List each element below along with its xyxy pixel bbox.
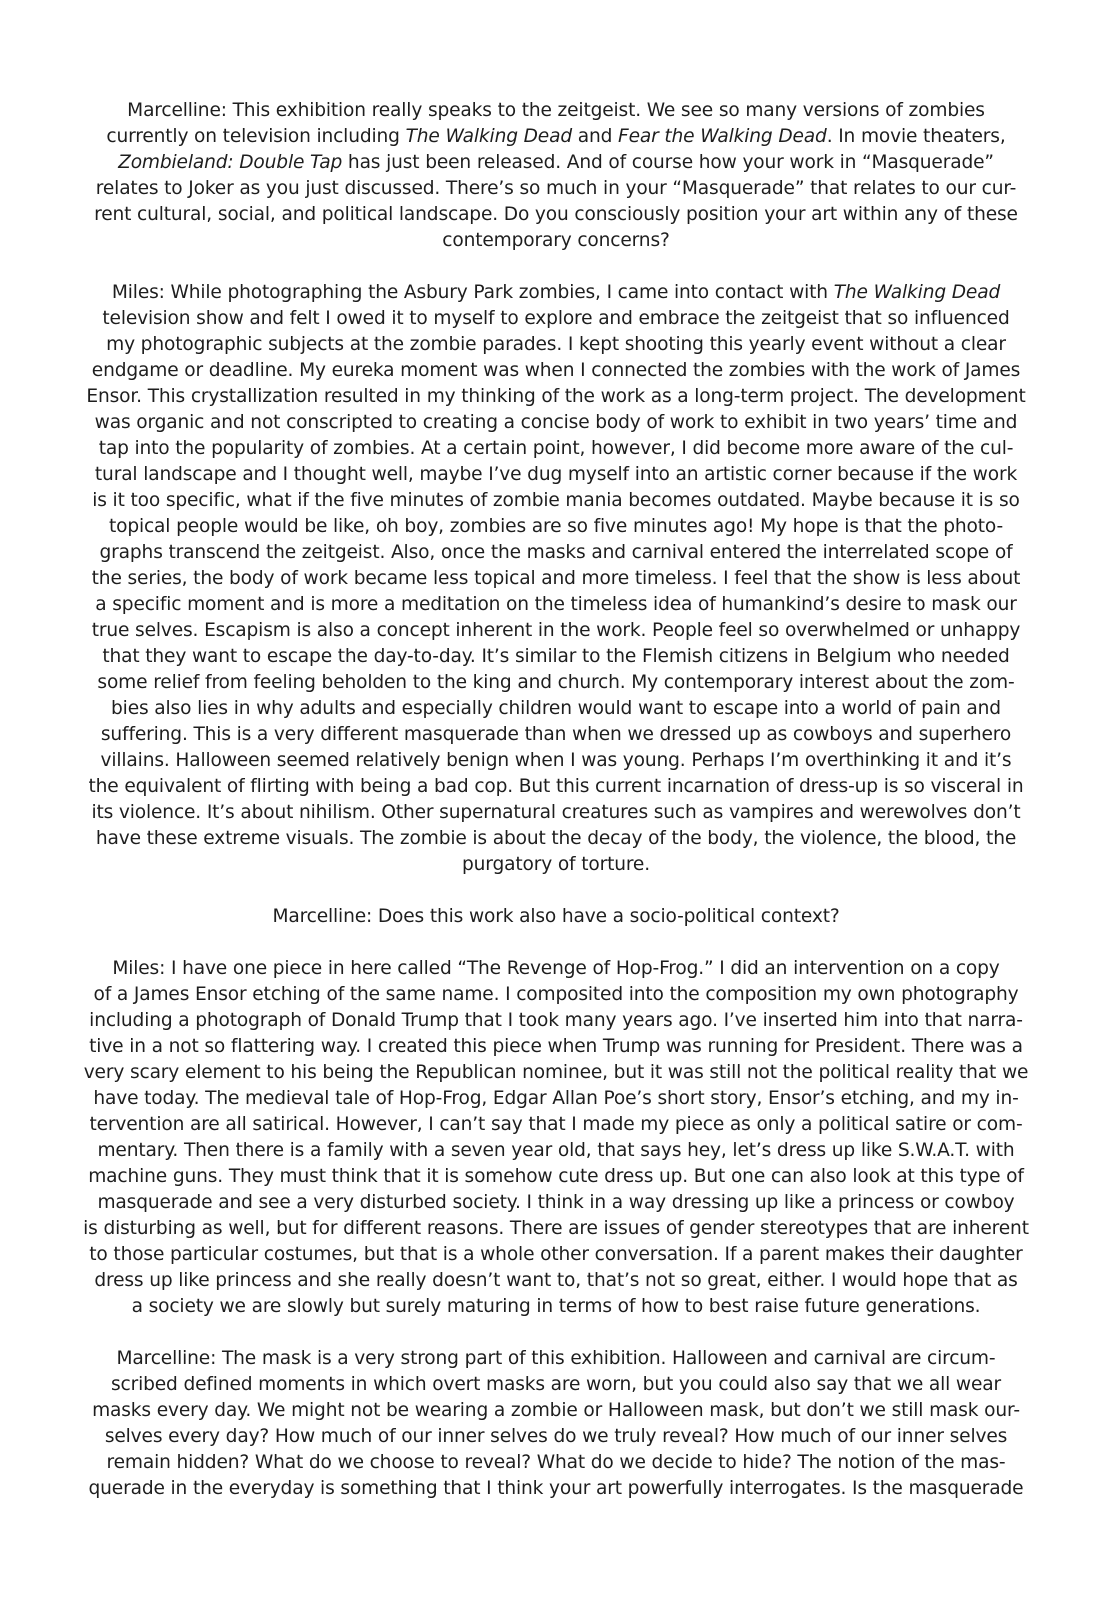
text-run: a society we are slowly but surely maturing in terms of how to best raise future generations. bbox=[131, 1296, 981, 1317]
text-run: Miles: I have one piece in here called “The Revenge of Hop-Frog.” I did an intervention on a copy bbox=[112, 958, 1000, 979]
text-run: contemporary concerns? bbox=[442, 230, 670, 251]
text-line bbox=[72, 904, 1040, 930]
text-line bbox=[72, 150, 1040, 176]
text-line bbox=[72, 618, 1040, 644]
text-run: was organic and not conscripted to creating a concise body of work to exhibit in two years’ time and bbox=[94, 412, 1018, 433]
paragraph-marcelline-mask bbox=[72, 1346, 1040, 1502]
text-line bbox=[72, 566, 1040, 592]
text-run: its violence. It’s about nihilism. Other supernatural creatures such as vampires and werewolves don’t bbox=[91, 802, 1021, 823]
text-run: mentary. Then there is a family with a seven year old, that says hey, let’s dress up like S.W.A.T. with bbox=[97, 1140, 1015, 1161]
text-line bbox=[72, 228, 1040, 254]
italic-title: Fear the Walking Dead bbox=[618, 126, 827, 147]
text-line bbox=[72, 332, 1040, 358]
text-run: purgatory of torture. bbox=[462, 854, 650, 875]
text-run: relates to Joker as you just discussed. There’s so much in your “Masquerade” that relates to our cur- bbox=[95, 178, 1017, 199]
text-run: television show and felt I owed it to myself to explore and embrace the zeitgeist that so influenced bbox=[102, 308, 1010, 329]
text-line bbox=[72, 280, 1040, 306]
text-line bbox=[72, 410, 1040, 436]
text-run: selves every day? How much of our inner selves do we truly reveal? How much of our inner selves bbox=[104, 1426, 1008, 1447]
text-line bbox=[72, 1294, 1040, 1320]
text-line bbox=[72, 1398, 1040, 1424]
text-run: and bbox=[571, 126, 619, 147]
text-run: Marcelline: This exhibition really speaks to the zeitgeist. We see so many versions of zombies bbox=[127, 100, 985, 121]
text-line bbox=[72, 644, 1040, 670]
text-run: Marcelline: The mask is a very strong part of this exhibition. Halloween and carnival are circum- bbox=[116, 1348, 996, 1369]
text-line bbox=[72, 826, 1040, 852]
text-run: villains. Halloween seemed relatively benign when I was young. Perhaps I’m overthinking it and it’s bbox=[100, 750, 1012, 771]
text-run: suffering. This is a very different masquerade than when we dressed up as cowboys and superhero bbox=[100, 724, 1012, 745]
text-run: including a photograph of Donald Trump that I took many years ago. I’ve inserted him into that narra- bbox=[89, 1010, 1023, 1031]
text-line bbox=[72, 696, 1040, 722]
text-run: remain hidden? What do we choose to reveal? What do we decide to hide? The notion of the mas- bbox=[106, 1452, 1006, 1473]
text-line bbox=[72, 462, 1040, 488]
text-line bbox=[72, 1086, 1040, 1112]
paragraph-marcelline-zeitgeist bbox=[72, 98, 1040, 254]
text-run: true selves. Escapism is also a concept inherent in the work. People feel so overwhelmed or unhappy bbox=[91, 620, 1021, 641]
text-line bbox=[72, 306, 1040, 332]
text-line bbox=[72, 202, 1040, 228]
text-line bbox=[72, 1164, 1040, 1190]
text-line bbox=[72, 1138, 1040, 1164]
italic-title: The Walking Dead bbox=[405, 126, 572, 147]
text-run: of a James Ensor etching of the same name. I composited into the composition my own photography bbox=[93, 984, 1019, 1005]
text-run: . In movie theaters, bbox=[826, 126, 1006, 147]
text-line bbox=[72, 956, 1040, 982]
paragraph-marcelline-socio-political bbox=[72, 904, 1040, 930]
text-line bbox=[72, 98, 1040, 124]
text-run: has just been released. And of course how your work in “Masquerade” bbox=[342, 152, 994, 173]
text-line bbox=[72, 800, 1040, 826]
text-run: querade in the everyday is something that I think your art powerfully interrogates. Is the masquerade bbox=[88, 1478, 1024, 1499]
text-run: tive in a not so flattering way. I created this piece when Trump was running for President. There was a bbox=[89, 1036, 1023, 1057]
text-run: a specific moment and is more a meditation on the timeless idea of humankind’s desire to mask our bbox=[95, 594, 1017, 615]
text-line bbox=[72, 748, 1040, 774]
text-run: scribed defined moments in which overt masks are worn, but you could also say that we all wear bbox=[110, 1374, 1002, 1395]
text-run: some relief from feeling beholden to the king and church. My contemporary interest about the zom- bbox=[97, 672, 1015, 693]
text-run: my photographic subjects at the zombie parades. I kept shooting this yearly event without a clear bbox=[106, 334, 1006, 355]
text-run: graphs transcend the zeitgeist. Also, once the masks and carnival entered the interrelated scope of bbox=[99, 542, 1013, 563]
text-run: is it too specific, what if the five minutes of zombie mania becomes outdated. Maybe because it is so bbox=[92, 490, 1020, 511]
text-run: currently on television including bbox=[106, 126, 406, 147]
text-run: to those particular costumes, but that is a whole other conversation. If a parent makes their daughter bbox=[89, 1244, 1023, 1265]
text-line bbox=[72, 1060, 1040, 1086]
paragraph-miles-hop-frog bbox=[72, 956, 1040, 1320]
text-run: the equivalent of flirting with being a bad cop. But this current incarnation of dress-up is so visceral in bbox=[88, 776, 1024, 797]
text-run: endgame or deadline. My eureka moment was when I connected the zombies with the work of James bbox=[91, 360, 1021, 381]
italic-title: Zombieland: Double Tap bbox=[118, 152, 343, 173]
text-line bbox=[72, 1268, 1040, 1294]
text-line bbox=[72, 176, 1040, 202]
text-line bbox=[72, 436, 1040, 462]
text-line bbox=[72, 1346, 1040, 1372]
text-run: Ensor. This crystallization resulted in my thinking of the work as a long-term project. The development bbox=[86, 386, 1026, 407]
text-run: dress up like princess and she really doesn’t want to, that’s not so great, either. I would hope that as bbox=[94, 1270, 1018, 1291]
text-run: topical people would be like, oh boy, zombies are so five minutes ago! My hope is that the photo- bbox=[108, 516, 1004, 537]
text-line bbox=[72, 1112, 1040, 1138]
text-run: Miles: While photographing the Asbury Park zombies, I came into contact with bbox=[111, 282, 834, 303]
text-run: have these extreme visuals. The zombie is about the decay of the body, the violence, the blood, the bbox=[95, 828, 1017, 849]
text-line bbox=[72, 1034, 1040, 1060]
text-run: tap into the popularity of zombies. At a certain point, however, I did become more aware of the cul- bbox=[98, 438, 1014, 459]
italic-title: The Walking Dead bbox=[833, 282, 1001, 303]
text-line bbox=[72, 852, 1040, 878]
document-page bbox=[72, 98, 1040, 1528]
text-line bbox=[72, 722, 1040, 748]
text-line bbox=[72, 488, 1040, 514]
text-line bbox=[72, 1450, 1040, 1476]
text-line bbox=[72, 1476, 1040, 1502]
text-run: the series, the body of work became less topical and more timeless. I feel that the show is less about bbox=[91, 568, 1021, 589]
text-run: tural landscape and I thought well, maybe I’ve dug myself into an artistic corner because if the work bbox=[94, 464, 1018, 485]
text-run: bies also lies in why adults and especially children would want to escape into a world of pain and bbox=[111, 698, 1001, 719]
text-line bbox=[72, 1216, 1040, 1242]
text-line bbox=[72, 670, 1040, 696]
text-line bbox=[72, 514, 1040, 540]
text-run: Marcelline: Does this work also have a socio-political context? bbox=[272, 906, 840, 927]
text-line bbox=[72, 358, 1040, 384]
text-run: is disturbing as well, but for different reasons. There are issues of gender stereotypes that are inherent bbox=[83, 1218, 1029, 1239]
text-run: rent cultural, social, and political landscape. Do you consciously position your art within any of these bbox=[94, 204, 1018, 225]
text-line bbox=[72, 982, 1040, 1008]
text-line bbox=[72, 384, 1040, 410]
text-line bbox=[72, 540, 1040, 566]
paragraph-miles-zeitgeist bbox=[72, 280, 1040, 878]
text-line bbox=[72, 1008, 1040, 1034]
text-line bbox=[72, 124, 1040, 150]
text-run: masks every day. We might not be wearing a zombie or Halloween mask, but don’t we still mask our- bbox=[92, 1400, 1020, 1421]
text-run: that they want to escape the day-to-day. It’s similar to the Flemish citizens in Belgium who needed bbox=[102, 646, 1010, 667]
text-run: very scary element to his being the Republican nominee, but it was still not the political reality that we bbox=[83, 1062, 1029, 1083]
text-run: masquerade and see a very disturbed society. I think in a way dressing up like a princess or cowboy bbox=[97, 1192, 1015, 1213]
text-line bbox=[72, 1424, 1040, 1450]
text-line bbox=[72, 592, 1040, 618]
text-run: have today. The medieval tale of Hop-Frog, Edgar Allan Poe’s short story, Ensor’s etching, and my in- bbox=[93, 1088, 1019, 1109]
text-run: tervention are all satirical. However, I can’t say that I made my piece as only a political satire or com- bbox=[89, 1114, 1023, 1135]
text-line bbox=[72, 1372, 1040, 1398]
text-run: machine guns. They must think that it is somehow cute dress up. But one can also look at this type of bbox=[88, 1166, 1024, 1187]
text-line bbox=[72, 1190, 1040, 1216]
text-line bbox=[72, 774, 1040, 800]
text-line bbox=[72, 1242, 1040, 1268]
